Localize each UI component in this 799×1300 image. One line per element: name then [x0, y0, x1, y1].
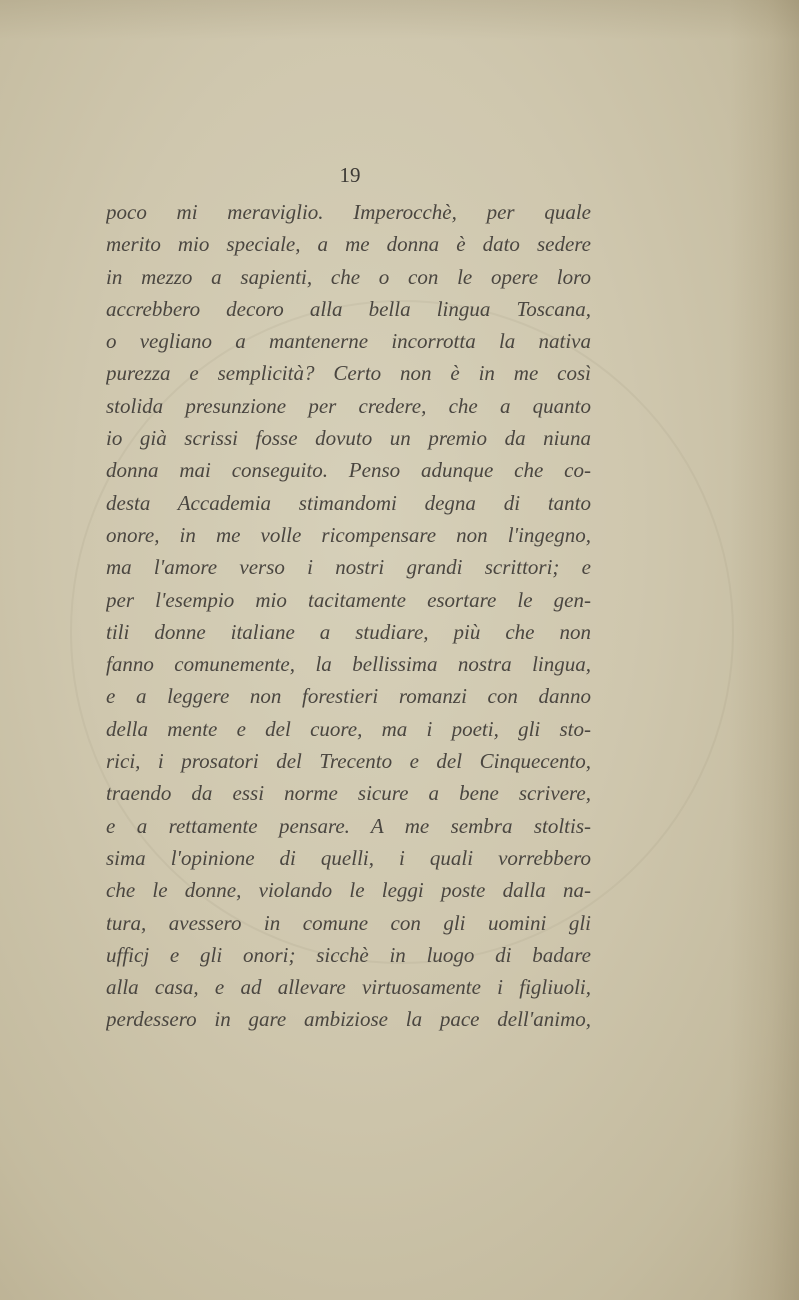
page-number: 19: [339, 163, 361, 187]
text-line: o vegliano a mantenerne incorrotta la nativa: [106, 329, 591, 354]
text-line: e a rettamente pensare. A me sembra stoltis-: [106, 813, 591, 838]
text-line: ma l'amore verso i nostri grandi scrittori; e: [106, 555, 591, 580]
text-line: poco mi meraviglio. Imperocchè, per quale: [106, 200, 591, 224]
text-line: onore, in me volle ricompensare non l'ingegno,: [106, 522, 591, 547]
text-line: purezza e semplicità? Certo non è in me così: [106, 361, 591, 386]
body-text: [106, 196, 591, 1036]
text-line: stolida presunzione per credere, che a quanto: [106, 393, 591, 418]
text-line: sima l'opinione di quelli, i quali vorrebbero: [106, 845, 591, 870]
page-shadow-right: [729, 0, 799, 1300]
text-line: tili donne italiane a studiare, più che non: [106, 619, 591, 644]
text-line: tura, avessero in comune con gli uomini gli: [106, 910, 591, 935]
text-line: per l'esempio mio tacitamente esortare le gen-: [106, 587, 591, 612]
text-line: merito mio speciale, a me donna è dato sedere: [106, 232, 591, 257]
text-line: ufficj e gli onori; sicchè in luogo di badare: [106, 942, 591, 967]
text-line: accrebbero decoro alla bella lingua Toscana,: [106, 296, 591, 321]
text-line: in mezzo a sapienti, che o con le opere loro: [106, 264, 591, 289]
text-line: alla casa, e ad allevare virtuosamente i figliuoli,: [106, 975, 591, 1000]
text-line: e a leggere non forestieri romanzi con danno: [106, 684, 591, 709]
text-line: della mente e del cuore, ma i poeti, gli sto-: [106, 716, 591, 741]
text-line: fanno comunemente, la bellissima nostra lingua,: [106, 652, 591, 677]
text-line: traendo da essi norme sicure a bene scrivere,: [106, 781, 591, 806]
page-shadow-top: [0, 0, 799, 40]
text-line: che le donne, violando le leggi poste dalla na-: [106, 878, 591, 903]
text-line: rici, i prosatori del Trecento e del Cinquecento,: [106, 749, 591, 774]
text-line: perdessero in gare ambiziose la pace dell'animo,: [106, 1007, 591, 1032]
text-line: donna mai conseguito. Penso adunque che co-: [106, 458, 591, 483]
text-line: io già scrissi fosse dovuto un premio da niuna: [106, 426, 591, 451]
text-line: desta Accademia stimandomi degna di tanto: [106, 490, 591, 515]
